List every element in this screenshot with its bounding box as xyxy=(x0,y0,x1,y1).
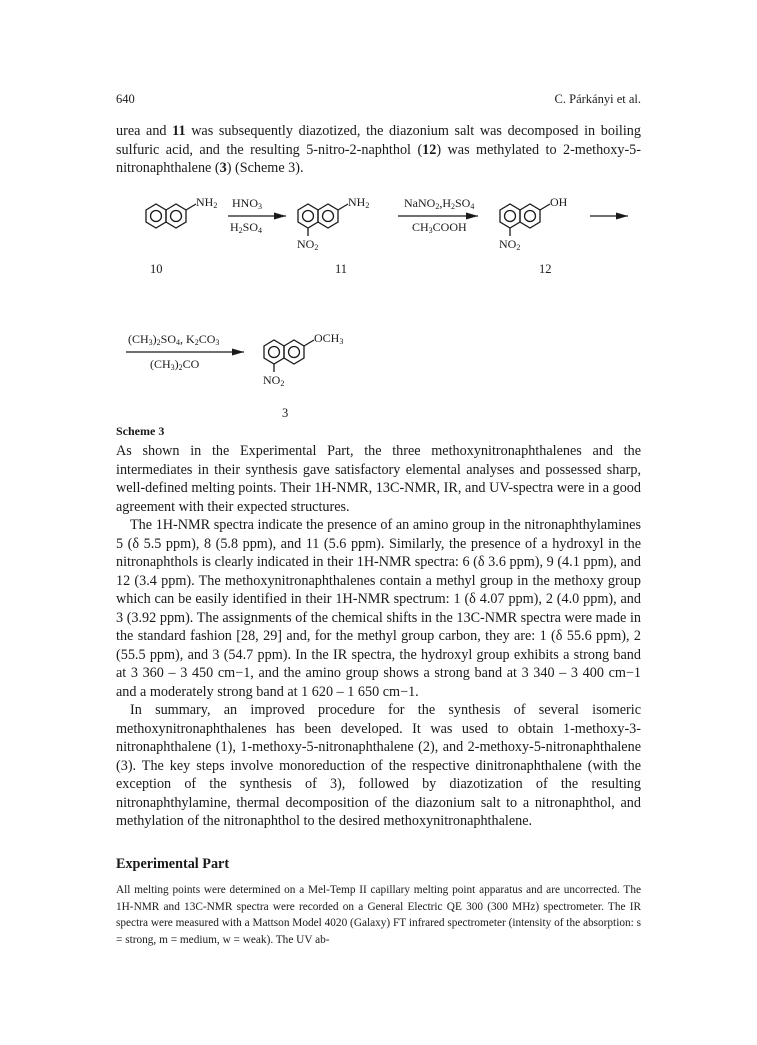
reagent-below-1: $H_2SO_4$ xyxy=(230,220,263,235)
reagent-above-3: $(CH_3)_2SO_4$, $K_2CO_3$ xyxy=(128,332,220,347)
experimental-paragraph: All melting points were determined on a Mel-Temp II capillary melting point apparatus and are uncorrected. The 1H-NMR and 13C-NMR spectra were recorded on a General Electric QE 300 (300 MHz) spectrometer. The IR spectra were measured with a Mattson Model 4020 (Galaxy) FT infrared spectrometer (intensity of the absorption: s = strong, m = medium, w = weak). The UV ab- xyxy=(116,884,641,946)
running-header xyxy=(116,92,641,108)
scheme-structures xyxy=(116,178,651,423)
compound-number: 11 xyxy=(335,262,348,276)
body-paragraph-2: The 1H-NMR spectra indicate the presence of an amino group in the nitronaphthylamines 5 (δ 5.5 ppm), 8 (5.8 ppm), and 11 (5.6 ppm). Similarly, the presence of a hydroxyl in the nitronaphthols is clearly indicated in their 1H-NMR spectra: 6 (δ 3.6 ppm), 9 (4.1 ppm), and 12 (3.4 ppm). The methoxynitronaphthalenes contain a methyl group in the methoxy group which can be easily identified in their 1H-NMR spectrum: 1 (δ 4.07 ppm), 2 (4.0 ppm), and 3 (3.92 ppm). The assignments of the chemical shifts in the 13C-NMR spectra were made in the standard fashion [28, 29] and, for the methyl group carbon, they are: 1 (δ 55.6 ppm), 2 (55.5 ppm), and 3 (54.7 ppm). In the IR spectra, the hydroxyl group exhibits a strong band at 3 360 – 3 450 cm−1, and the amino group shows a strong band at 3 340 – 3 400 cm−1 and a moderately strong band at 1 620 – 1 650 cm−1. xyxy=(116,517,641,700)
naphthalene-structure-12 xyxy=(500,204,550,236)
compound-number: 3 xyxy=(282,406,289,420)
compound-number: 12 xyxy=(539,262,552,276)
section-heading: Experimental Part xyxy=(116,856,230,872)
substituent-label: $OCH_3$ xyxy=(314,331,344,346)
naphthalene-structure-3 xyxy=(264,340,314,372)
page-number: 640 xyxy=(116,92,135,106)
substituent-label: $NO_2$ xyxy=(297,237,319,252)
substituent-label: $NO_2$ xyxy=(499,237,521,252)
substituent-label: $NH_2$ xyxy=(196,195,218,210)
body-paragraph-1: As shown in the Experimental Part, the three methoxynitronaphthalenes and the intermediates in their synthesis gave satisfactory elemental analyses and possessed sharp, well-defined melting points. Their 1H-NMR, 13C-NMR, IR, and UV-spectra were in a good agreement with their expected structures. xyxy=(116,443,641,515)
scheme-caption: Scheme 3 xyxy=(116,424,165,438)
reaction-scheme xyxy=(116,178,651,423)
reagent-below-2: $CH_3COOH$ xyxy=(412,220,467,235)
naphthalene-structure-11 xyxy=(298,204,348,236)
substituent-label: OH xyxy=(550,195,568,209)
running-author: C. Párkányi et al. xyxy=(554,92,641,106)
reagent-below-3: $(CH_3)_2CO$ xyxy=(150,357,200,372)
substituent-label: $NH_2$ xyxy=(348,195,370,210)
naphthalene-structure-10 xyxy=(146,204,196,228)
intro-paragraph: urea and 11 was subsequently diazotized, the diazonium salt was decomposed in boiling sulfuric acid, and the resulting 5-nitro-2-naphthol (12) was methylated to 2-methoxy-5-nitronaphthalene (3) (Scheme 3). xyxy=(116,123,641,176)
reagent-above-1: $HNO_3$ xyxy=(232,196,262,211)
compound-number: 10 xyxy=(150,262,163,276)
reagent-above-2: $NaNO_2,H_2SO_4$ xyxy=(404,196,475,211)
substituent-label: $NO_2$ xyxy=(263,373,285,388)
body-paragraph-3: In summary, an improved procedure for the synthesis of several isomeric methoxynitronaphthalenes has been developed. It was used to obtain 1-methoxy-3-nitronaphthalene (1), 1-methoxy-5-nitronaphthalene (2), and 2-methoxy-5-nitronaphthalene (3). The key steps involve monoreduction of the respective dinitronaphthalene (with the exception of the synthesis of 3), followed by diazotization of the resulting nitronaphthylamine, thermal decomposition of the diazonium salt to a nitronaphthol, and methylation of the nitronaphthol to the desired methoxynitronaphthalene. xyxy=(116,702,641,829)
